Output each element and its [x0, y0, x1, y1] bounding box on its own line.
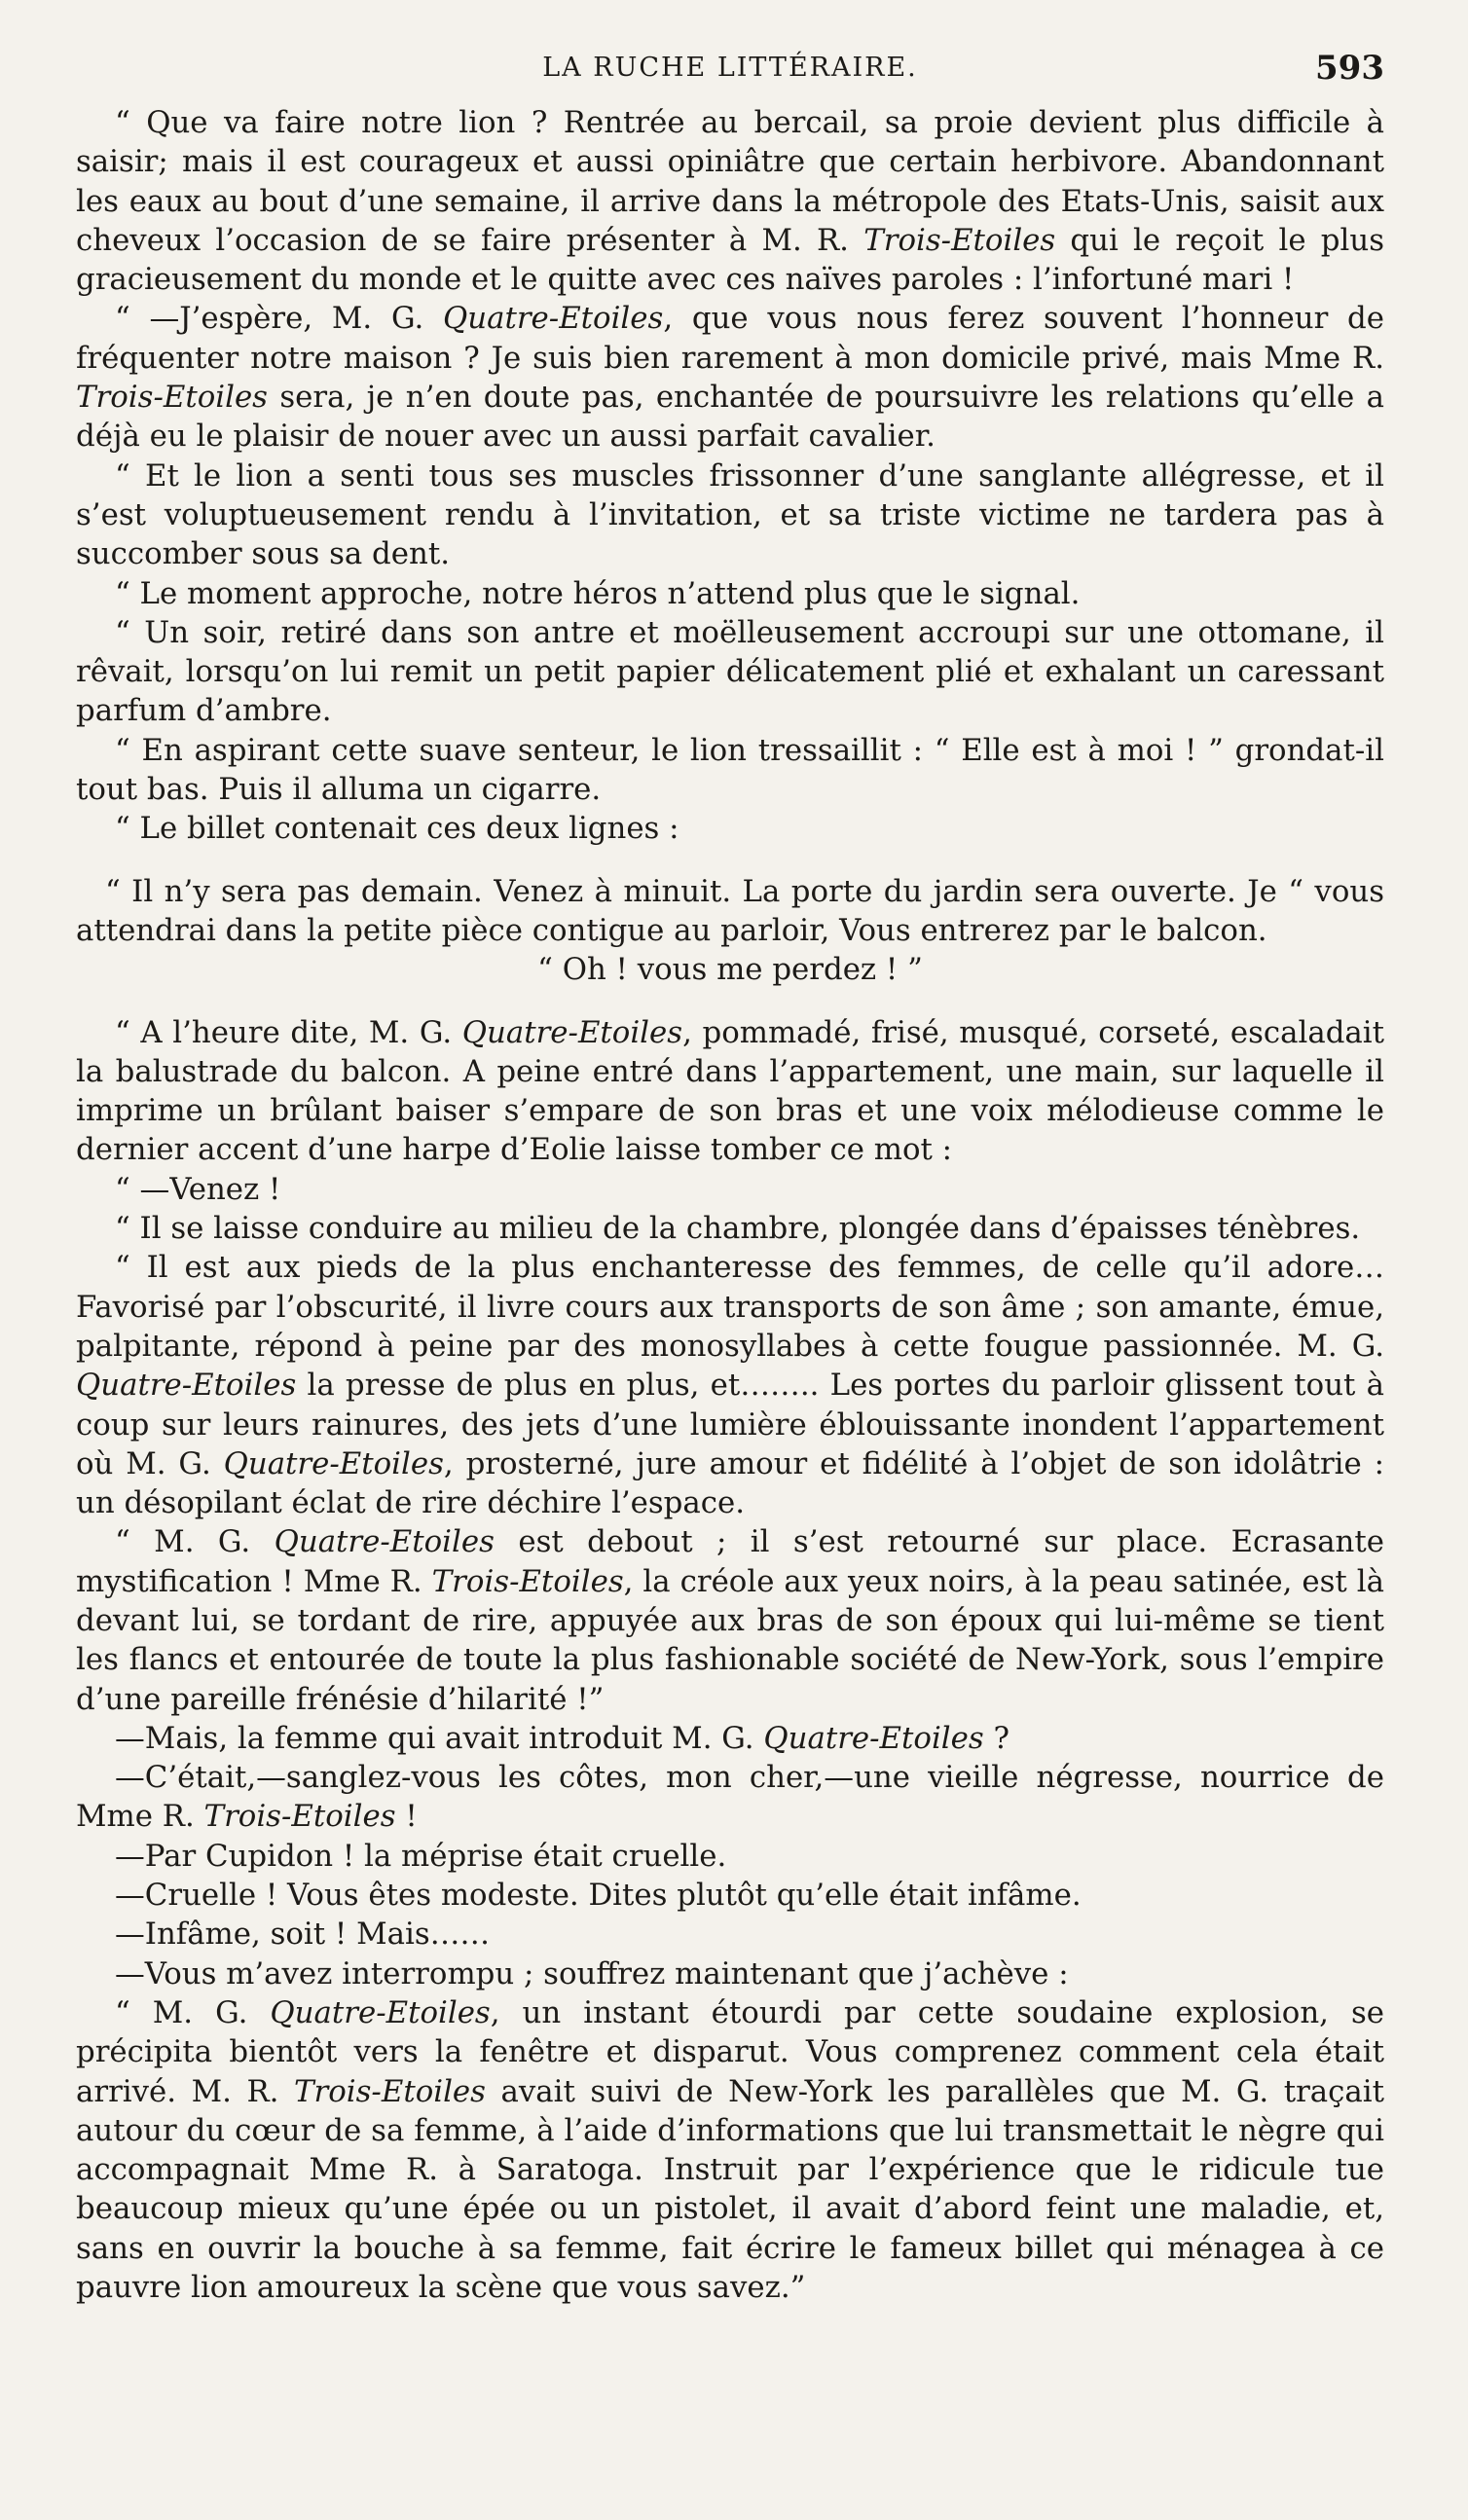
letter-closing: “ Oh ! vous me perdez ! ” — [537, 952, 923, 988]
paragraph: “ Un soir, retiré dans son antre et moëlleusement accroupi sur une ottomane, il rêvait, lorsqu’on lui remit un petit papier délicatement plié et exhalant un caressant parfum d’ambre. — [76, 614, 1384, 729]
paragraph: “ Le billet contenait ces deux lignes : — [115, 811, 679, 847]
dialogue-line: —Vous m’avez interrompu ; souffrez maintenant que j’achève : — [115, 1955, 1069, 1991]
italic-name: Quatre-Etoiles — [76, 1368, 297, 1404]
dialogue-line: —Infâme, soit ! Mais…… — [115, 1917, 491, 1953]
italic-name: Quatre-Etoiles — [763, 1720, 984, 1756]
paragraph: “ En aspirant cette suave senteur, le lion tressaillit : “ Elle est à moi ! ” grondat-il tout bas. Puis il alluma un cigarre. — [76, 732, 1384, 808]
paragraph: “ A l’heure dite, M. G. Quatre-Etoiles, pommadé, frisé, musqué, corseté, escaladait la balustrade du balcon. A peine entré dans l’appartement, une main, sur laquelle il imprime un brûlant baiser s’empare de son bras et une voix mélodieuse comme le dernier accent d’une harpe d’Eolie laisse tomber ce mot : — [76, 1014, 1384, 1168]
paragraph: “ —J’espère, M. G. Quatre-Etoiles, que vous nous ferez souvent l’honneur de fréquenter notre maison ? Je suis bien rarement à mon domicile privé, mais Mme R. Trois-Etoiles sera, je n’en doute pas, enchantée de poursuivre les relations qu’elle a déjà eu le plaisir de nouer avec un aussi parfait cavalier. — [76, 301, 1384, 455]
paragraph: “ Que va faire notre lion ? Rentrée au bercail, sa proie devient plus difficile à saisir; mais il est courageux et aussi opiniâtre que certain herbivore. Abandonnant les eaux au bout d’une semaine, il arrive dans la métropole des Etats-Unis, saisit aux cheveux l’occasion de se faire présenter à M. R. Trois-Etoiles qui le reçoit le plus gracieusement du monde et le quitte avec ces naïves paroles : l’infortuné mari ! — [76, 105, 1385, 298]
body-text — [76, 103, 1384, 2307]
dialogue-line: —C’était,—sanglez-vous les côtes, mon cher,—une vieille négresse, nourrice de Mme R. Trois-Etoiles ! — [76, 1760, 1384, 1835]
page-number: 593 — [1315, 49, 1384, 88]
dialogue-line: —Par Cupidon ! la méprise était cruelle. — [115, 1838, 727, 1874]
paragraph: “ Le moment approche, notre héros n’attend plus que le signal. — [115, 575, 1081, 611]
italic-name: Quatre-Etoiles — [461, 1014, 683, 1050]
letter-text: “ Il n’y sera pas demain. Venez à minuit. La porte du jardin sera ouverte. Je “ vous attendrai dans la petite pièce contigue au parloir, Vous entrerez par le balcon. — [76, 873, 1384, 948]
paragraph: “ M. G. Quatre-Etoiles, un instant étourdi par cette soudaine explosion, se précipita bientôt vers la fenêtre et disparut. Vous comprenez comment cela était arrivé. M. R. Trois-Etoiles avait suivi de New-York les parallèles que M. G. traçait autour du cœur de sa femme, à l’aide d’informations que lui transmettait le nègre qui accompagnait Mme R. à Saratoga. Instruit par l’expérience que le ridicule tue beaucoup mieux qu’une épée ou un pistolet, il avait d’abord feint une maladie, et, sans en ouvrir la bouche à sa femme, fait écrire le fameux billet qui ménagea à ce pauvre lion amoureux la scène que vous savez.” — [76, 1994, 1384, 2306]
paragraph: “ —Venez ! — [115, 1171, 281, 1207]
paragraph: “ Il se laisse conduire au milieu de la chambre, plongée dans d’épaisses ténèbres. — [115, 1211, 1361, 1247]
running-title: LA RUCHE LITTÉRAIRE. — [542, 53, 918, 83]
italic-name: Quatre-Etoiles — [270, 1994, 491, 2030]
dialogue-line: —Cruelle ! Vous êtes modeste. Dites plutôt qu’elle était infâme. — [115, 1878, 1082, 1914]
italic-name: Trois-Etoiles — [863, 222, 1056, 258]
dialogue-line: —Mais, la femme qui avait introduit M. G. Quatre-Etoiles ? — [115, 1720, 1009, 1756]
italic-name: Trois-Etoiles — [76, 380, 268, 416]
italic-name: Trois-Etoiles — [431, 1563, 624, 1599]
italic-name: Trois-Etoiles — [203, 1799, 396, 1835]
paragraph: “ Et le lion a senti tous ses muscles frissonner d’une sanglante allégresse, et il s’est voluptueusement rendu à l’invitation, et sa triste victime ne tardera pas à succomber sous sa dent. — [76, 457, 1384, 572]
italic-name: Quatre-Etoiles — [443, 301, 664, 337]
paragraph: “ Il est aux pieds de la plus enchanteresse des femmes, de celle qu’il adore… Favorisé par l’obscurité, il livre cours aux transports de son âme ; son amante, émue, palpitante, répond à peine par des monosyllabes à cette fougue passionnée. M. G. Quatre-Etoiles la presse de plus en plus, et…….. Les portes du parloir glissent tout à coup sur leurs rainures, des jets d’une lumière éblouissante inondent l’appartement où M. G. Quatre-Etoiles, prosterné, jure amour et fidélité à l’objet de son idolâtrie : un désopilant éclat de rire déchire l’espace. — [76, 1250, 1384, 1521]
paragraph: “ M. G. Quatre-Etoiles est debout ; il s’est retourné sur place. Ecrasante mystification ! Mme R. Trois-Etoiles, la créole aux yeux noirs, à la peau satinée, est là devant lui, se tordant de rire, appuyée aux bras de son époux qui lui-même se tient les flancs et entourée de toute la plus fashionable société de New-York, sous l’empire d’une pareille frénésie d’hilarité !” — [76, 1524, 1384, 1717]
italic-name: Trois-Etoiles — [293, 2073, 486, 2109]
page-header — [76, 47, 1384, 95]
italic-name: Quatre-Etoiles — [223, 1445, 444, 1481]
italic-name: Quatre-Etoiles — [274, 1524, 495, 1560]
